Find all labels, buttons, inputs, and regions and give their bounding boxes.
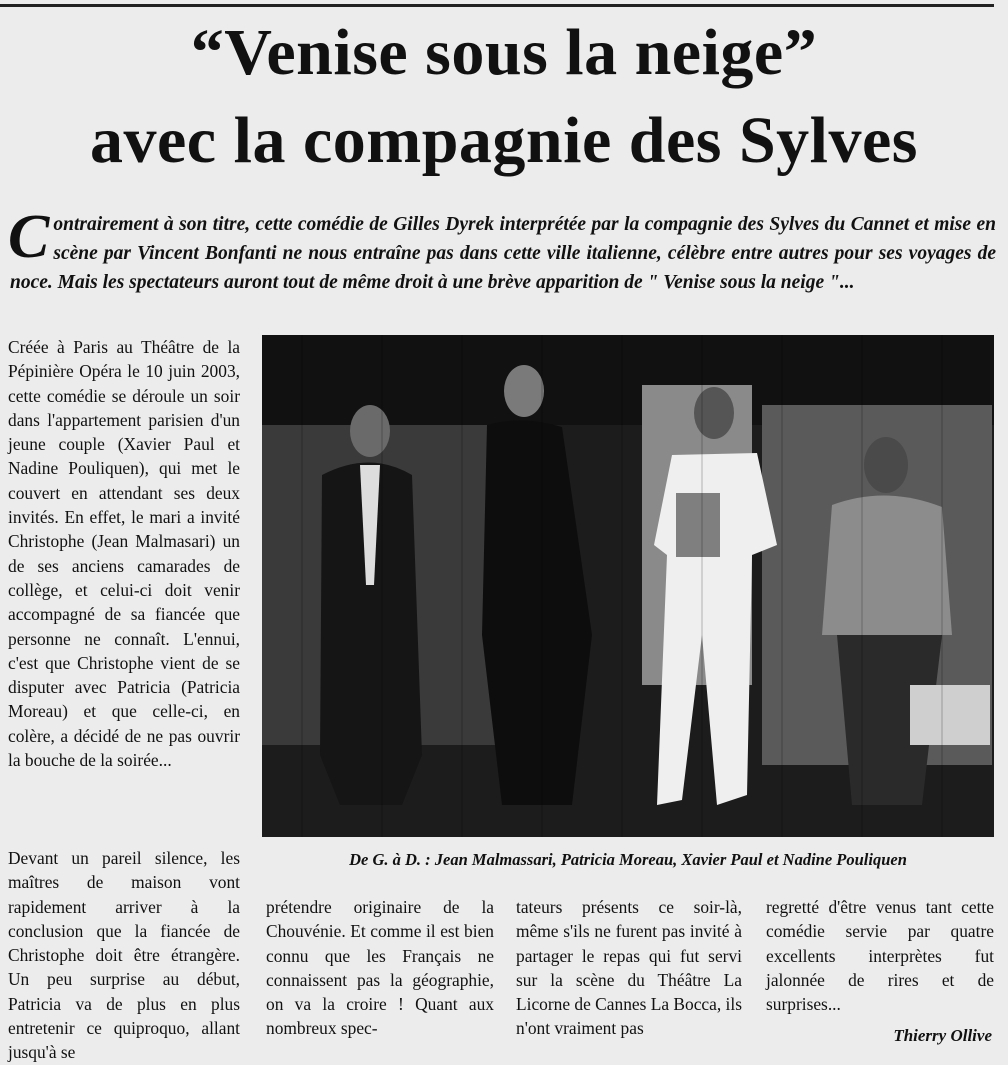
- lead-paragraph: [8, 203, 996, 297]
- article-column-1-top: [8, 335, 240, 772]
- article-paragraph: tateurs présents ce soir-là, même s'ils ne furent pas invité à partager le repas qui fut servi sur la scène du Théâtre La Licorne de Cannes La Bocca, ils n'ont vraiment pas: [516, 897, 742, 1039]
- article-column-1-bottom: [8, 846, 240, 1065]
- lead-dropcap: C: [8, 203, 50, 271]
- article-paragraph: regretté d'être venus tant cette comédie servie par quatre excellents interprètes fut jalonnée de rires et de surprises...: [766, 897, 994, 1015]
- lead-text: ontrairement à son titre, cette comédie de Gilles Dyrek interprétée par la compagnie des Sylves du Cannet et mise en scène par Vincent Bonfanti ne nous entraîne pas dans cette ville italienne, célèbre entre autres pour ses voyages de noce. Mais les spectateurs auront tout de même droit à une brève apparition de " Venise sous la neige "...: [10, 214, 996, 293]
- top-rule: [0, 4, 994, 7]
- headline-line-2: avec la compagnie des Sylves: [90, 104, 918, 177]
- headline-line-1: “Venise sous la neige”: [190, 16, 818, 89]
- article-paragraph: prétendre originaire de la Chouvénie. Et comme il est bien connu que les Français ne connaissent pas la géographie, on va la croire ! Quant aux nombreux spec-: [266, 897, 494, 1039]
- article-paragraph: Devant un pareil silence, les maîtres de maison vont rapidement arriver à la conclusion que la fiancée de Christophe doit être étrangère. Un peu surprise au début, Patricia va de plus en plus entretenir ce quiproquo, allant jusqu'à se: [8, 848, 240, 1063]
- author-byline: Thierry Ollive: [893, 1026, 992, 1045]
- stage-photo-illustration: [262, 335, 994, 837]
- article-column-3: [516, 895, 742, 1041]
- article-paragraph: Créée à Paris au Théâtre de la Pépinière Opéra le 10 juin 2003, cette comédie se déroule un soir dans l'appartement parisien d'un jeune couple (Xavier Paul et Nadine Pouliquen), qui met le couvert en attendant ses deux invités. En effet, le mari a invité Christophe (Jean Malmasari) un de ses anciens camarades de collège, et celui-ci doit venir accompagné de sa fiancée que personne ne connaît. L'ennui, c'est que Christophe vient de se disputer avec Patricia (Patricia Moreau) et que celle-ci, en colère, a décidé de ne pas ouvrir la bouche de la soirée...: [8, 337, 240, 771]
- photo-caption: De G. à D. : Jean Malmassari, Patricia Moreau, Xavier Paul et Nadine Pouliquen: [349, 850, 907, 869]
- article-column-2: [266, 895, 494, 1041]
- article-photo: [262, 335, 994, 837]
- article-column-4: [766, 895, 994, 1016]
